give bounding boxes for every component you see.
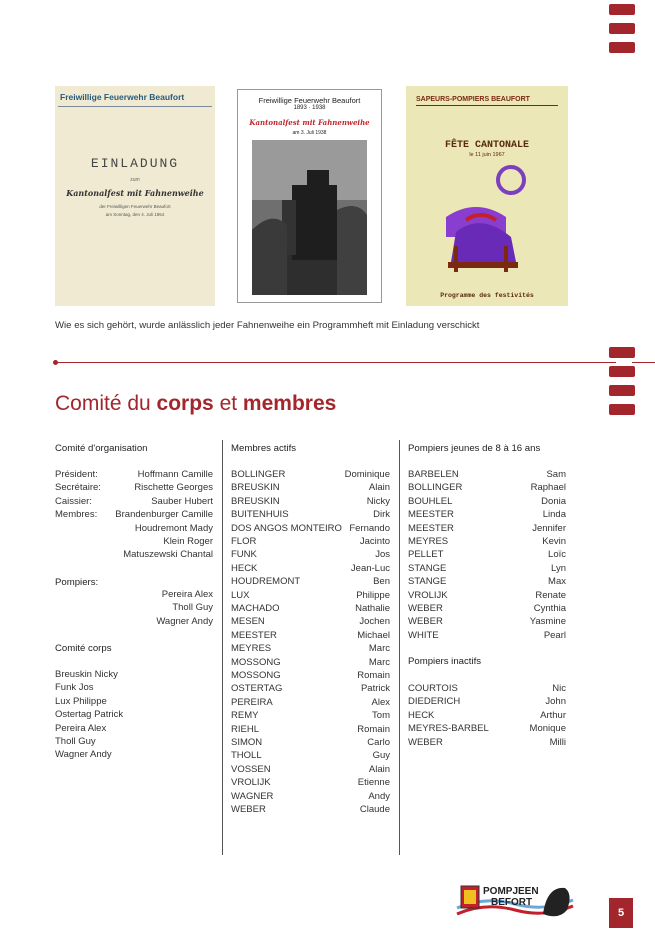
list-item: [231, 749, 390, 762]
list-item: [231, 682, 390, 695]
list-item: [55, 535, 213, 548]
cover-image-2: [237, 89, 382, 303]
section-rule: [632, 362, 655, 363]
item-value: Nathalie: [355, 603, 390, 614]
cover-text: am 3. Juli 1938: [292, 130, 327, 136]
heading-part: Comité du: [55, 392, 157, 415]
firefighter-illustration: [436, 162, 536, 280]
item-label: Pereira Alex: [55, 722, 107, 734]
list-item: [408, 535, 566, 548]
item-label: OSTERTAG: [231, 683, 283, 695]
item-label: STANGE: [408, 576, 447, 588]
item-value: Cynthia: [533, 603, 566, 614]
cover-image-1: [55, 86, 215, 306]
list-item: [55, 508, 213, 521]
item-label: Ostertag Patrick: [55, 709, 124, 721]
cover-text: Freiwillige Feuerwehr Beaufort: [258, 96, 361, 105]
list-item: [408, 495, 566, 508]
list-item: [408, 468, 566, 481]
column-heading: Pompiers:: [55, 577, 99, 588]
list-item: [231, 696, 390, 709]
item-value: Nic: [552, 683, 566, 694]
item-value: Donia: [541, 495, 566, 507]
item-label: MOSSONG: [231, 670, 281, 681]
item-value: Andy: [368, 790, 390, 802]
item-value: Loïc: [548, 549, 566, 561]
image-caption: Wie es sich gehört, wurde anlässlich jeder Fahnenweihe ein Programmheft mit Einladung verschickt: [55, 320, 480, 331]
item-label: REMY: [231, 710, 259, 722]
cover-image-3: [406, 86, 568, 306]
list-item: [408, 615, 566, 628]
item-value: Linda: [542, 509, 566, 521]
item-value: Arthur: [540, 709, 566, 721]
item-label: MEESTER: [408, 522, 454, 534]
column-divider: [399, 440, 400, 855]
item-label: MEYRES: [231, 643, 272, 655]
list-item: [55, 588, 213, 601]
item-label: MEESTER: [408, 509, 454, 521]
heading-part: corps: [156, 392, 214, 415]
item-label: WEBER: [408, 736, 443, 748]
list-item: [231, 709, 390, 722]
cover-text: Programme des festivités: [440, 292, 534, 299]
cover-text: zum: [130, 177, 140, 183]
item-label: Tholl Guy: [55, 736, 96, 747]
item-value: Nicky: [366, 495, 390, 507]
item-value: Alex: [371, 696, 390, 708]
item-value: Wagner Andy: [156, 615, 213, 627]
item-label: HOUDREMONT: [231, 576, 301, 588]
item-value: Tholl Guy: [172, 602, 213, 614]
item-value: Tom: [372, 710, 390, 722]
list-item: [231, 522, 390, 535]
item-value: Dirk: [373, 509, 390, 521]
list-item: [55, 495, 213, 508]
item-value: Milli: [549, 736, 566, 748]
item-value: Yasmine: [529, 616, 566, 628]
list-item: [231, 575, 390, 588]
list-item: [231, 481, 390, 494]
item-label: FUNK: [231, 549, 257, 561]
heading-part: membres: [242, 392, 337, 415]
item-value: John: [545, 696, 566, 708]
list-item: [55, 601, 213, 614]
list-item: [55, 748, 213, 761]
list-item: [408, 522, 566, 535]
item-value: Marc: [368, 656, 390, 668]
item-label: BOUHLEL: [408, 495, 453, 507]
item-label: WAGNER: [231, 790, 274, 802]
item-value: Monique: [529, 723, 566, 735]
list-item: [231, 629, 390, 642]
item-label: MEYRES: [408, 536, 449, 547]
item-label: MEESTER: [231, 629, 277, 641]
item-label: Lux Philippe: [55, 695, 107, 707]
list-item: [408, 629, 566, 642]
section-heading: [55, 392, 336, 416]
list-item: [231, 723, 390, 736]
cover-text: le 11 juin 1967: [469, 152, 505, 158]
item-label: VROLIJK: [408, 589, 448, 601]
item-label: BUITENHUIS: [231, 509, 289, 521]
item-value: Brandenburger Camille: [115, 509, 213, 521]
list-item: [231, 669, 390, 682]
list-item: [231, 508, 390, 521]
list-item: [55, 468, 213, 481]
item-label: MACHADO: [231, 603, 280, 614]
item-value: Kevin: [542, 536, 566, 547]
list-item: [408, 562, 566, 575]
column-divider: [222, 440, 223, 855]
list-item: [231, 548, 390, 561]
item-value: Romain: [357, 723, 390, 735]
cover-text: der Freiwilligen Feuerwehr Beaufort: [99, 204, 171, 209]
item-label: BARBELEN: [408, 469, 459, 480]
list-item: [408, 589, 566, 602]
item-value: Alain: [368, 763, 390, 775]
list-item: [55, 481, 213, 494]
item-label: WEBER: [408, 603, 443, 614]
cover-text: Kantonalfest mit Fahnenweihe: [249, 118, 370, 127]
item-label: DOS ANGOS MONTEIRO: [231, 522, 342, 534]
castle-photo: [252, 140, 367, 295]
item-value: Dominique: [344, 469, 390, 480]
item-value: Klein Roger: [163, 536, 213, 547]
item-value: Romain: [357, 670, 390, 681]
item-label: WHITE: [408, 629, 439, 641]
item-label: COURTOIS: [408, 683, 458, 694]
column-heading: Pompiers jeunes de 8 à 16 ans: [408, 443, 541, 454]
item-label: BOLLINGER: [408, 482, 463, 494]
item-value: Jean-Luc: [350, 562, 390, 574]
item-value: Philippe: [356, 589, 390, 601]
list-item: [231, 535, 390, 548]
item-label: THOLL: [231, 750, 262, 762]
item-label: MOSSONG: [231, 656, 281, 668]
svg-text:BEFORT: BEFORT: [491, 897, 533, 908]
decor-tab: [609, 4, 635, 15]
list-item: [55, 522, 213, 535]
item-label: PEREIRA: [231, 696, 273, 708]
column-heading: Membres actifs: [231, 443, 297, 454]
item-value: Carlo: [367, 737, 390, 748]
list-item: [408, 722, 566, 735]
list-item: [55, 681, 213, 694]
item-label: VROLIJK: [231, 777, 271, 789]
list-item: [231, 602, 390, 615]
item-value: Renate: [535, 589, 566, 601]
item-label: Secrétaire:: [55, 482, 101, 494]
item-label: BOLLINGER: [231, 469, 286, 480]
item-value: Jennifer: [532, 522, 566, 534]
item-label: BREUSKIN: [231, 482, 280, 494]
list-item: [231, 615, 390, 628]
item-label: SIMON: [231, 737, 263, 748]
cover-text: am Sonntag, den 4. Juli 1954: [105, 212, 165, 217]
pompjeen-befort-logo: [455, 880, 575, 926]
list-item: [231, 468, 390, 481]
list-item: [55, 548, 213, 561]
item-value: Lyn: [551, 562, 566, 574]
item-value: Guy: [372, 750, 390, 762]
list-item: [55, 695, 213, 708]
item-label: LUX: [231, 589, 250, 601]
cover-text: FÊTE CANTONALE: [444, 140, 529, 151]
item-label: HECK: [231, 562, 258, 574]
list-item: [408, 575, 566, 588]
item-label: FLOR: [231, 536, 257, 547]
item-value: Claude: [359, 804, 390, 815]
list-item: [55, 615, 213, 628]
list-item: [231, 776, 390, 789]
list-item: [408, 736, 566, 749]
decor-tab: [609, 42, 635, 53]
cover-text: SAPEURS-POMPIERS BEAUFORT: [416, 96, 530, 103]
item-value: Rischette Georges: [134, 482, 213, 494]
list-item: [408, 481, 566, 494]
item-value: Etienne: [357, 777, 390, 789]
cover-text: EINLADUNG: [90, 156, 180, 171]
item-label: WEBER: [408, 616, 443, 628]
item-label: MEYRES-BARBEL: [408, 723, 489, 735]
item-value: Marc: [368, 643, 390, 655]
list-item: [55, 708, 213, 721]
item-label: RIEHL: [231, 723, 259, 735]
list-item: [231, 803, 390, 816]
item-label: PELLET: [408, 549, 444, 561]
list-item: [231, 562, 390, 575]
item-label: Funk Jos: [55, 682, 94, 694]
list-item: [408, 508, 566, 521]
list-item: [408, 602, 566, 615]
item-value: Jochen: [359, 616, 390, 628]
item-label: VOSSEN: [231, 763, 271, 775]
item-value: Sauber Hubert: [151, 495, 213, 507]
item-value: Pearl: [543, 629, 566, 641]
item-label: MESEN: [231, 616, 265, 628]
list-item: [231, 656, 390, 669]
item-value: Pereira Alex: [161, 589, 213, 600]
item-value: Max: [548, 576, 566, 588]
list-item: [231, 763, 390, 776]
item-value: Ben: [373, 576, 390, 588]
item-label: DIEDERICH: [408, 696, 461, 708]
list-item: [408, 709, 566, 722]
item-label: WEBER: [231, 804, 266, 815]
list-item: [55, 735, 213, 748]
item-label: Breuskin Nicky: [55, 669, 118, 680]
section-rule: [56, 362, 616, 363]
item-label: Président:: [55, 469, 98, 480]
item-value: Patrick: [360, 683, 390, 695]
item-label: STANGE: [408, 562, 447, 574]
item-value: Matuszewski Chantal: [123, 549, 213, 561]
item-value: Alain: [368, 482, 390, 494]
item-value: Sam: [546, 469, 566, 480]
item-label: Wagner Andy: [55, 749, 112, 761]
list-item: [408, 548, 566, 561]
list-item: [231, 790, 390, 803]
list-item: [408, 695, 566, 708]
column-heading: Pompiers inactifs: [408, 656, 482, 667]
heading-part: et: [213, 392, 243, 415]
decor-tab: [609, 23, 635, 34]
item-value: Jacinto: [359, 536, 390, 547]
item-label: Membres:: [55, 509, 98, 521]
item-value: Jos: [375, 549, 390, 561]
list-item: [231, 736, 390, 749]
cover-text: 1893 · 1938: [293, 105, 326, 111]
item-label: HECK: [408, 709, 435, 721]
item-value: Michael: [357, 629, 390, 641]
item-value: Raphael: [530, 482, 566, 494]
page-number: 5: [609, 898, 633, 928]
decor-tab: [609, 347, 635, 358]
list-item: [55, 668, 213, 681]
decor-tab: [609, 385, 635, 396]
column-heading: Comité corps: [55, 643, 112, 654]
column-heading: Comité d'organisation: [55, 443, 148, 454]
cover-text: Kantonalfest mit Fahnenweihe: [66, 188, 204, 198]
list-item: [231, 495, 390, 508]
item-value: Fernando: [349, 522, 390, 534]
item-label: BREUSKIN: [231, 495, 280, 507]
decor-tab: [609, 366, 635, 377]
cover-text: Freiwillige Feuerwehr Beaufort: [60, 92, 185, 102]
list-item: [55, 722, 213, 735]
list-item: [231, 642, 390, 655]
item-value: Hoffmann Camille: [137, 469, 213, 480]
item-label: Caissier:: [55, 495, 92, 507]
item-value: Houdremont Mady: [134, 522, 213, 534]
list-item: [231, 589, 390, 602]
decor-tab: [609, 404, 635, 415]
svg-text:POMPJEEN: POMPJEEN: [483, 886, 539, 897]
list-item: [408, 682, 566, 695]
